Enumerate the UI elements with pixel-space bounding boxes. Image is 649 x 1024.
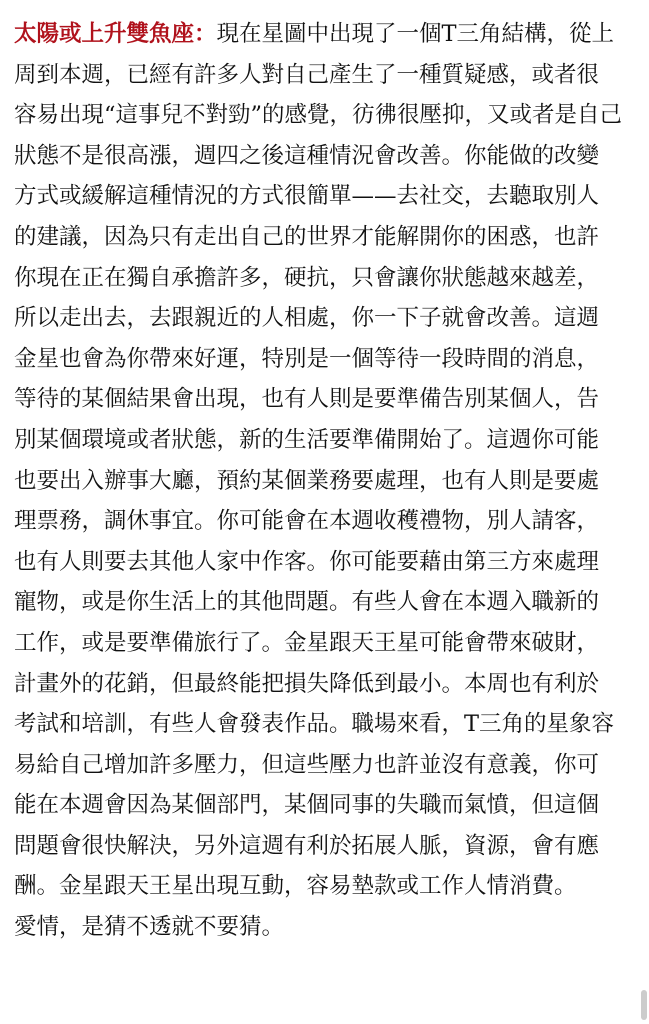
paragraph-line: 金星也會為你帶來好運，特別是一個等待一段時間的消息， — [14, 345, 600, 372]
main-paragraph — [14, 14, 638, 907]
love-line: 愛情，是猜不透就不要猜。 — [14, 914, 285, 941]
paragraph-line: 計畫外的花銷，但最終能把損失降低到最小。本周也有利於 — [14, 670, 600, 697]
paragraph-line: 方式或緩解這種情況的方式很簡單——去社交，去聽取別人 — [14, 183, 600, 210]
paragraph-line: 問題會很快解決，另外這週有利於拓展人脈，資源，會有應 — [14, 832, 600, 859]
sign-heading: 太陽或上升雙魚座： — [14, 21, 217, 47]
paragraph-line: 能在本週會因為某個部門，某個同事的失職而氣憤，但這個 — [14, 792, 600, 819]
paragraph-line: 所以走出去，去跟親近的人相處，你一下子就會改善。這週 — [14, 305, 600, 332]
horoscope-article — [14, 14, 638, 948]
paragraph-line: 也要出入辦事大廳，預約某個業務要處理，也有人則是要處 — [14, 467, 600, 494]
paragraph-line: 的建議，因為只有走出自己的世界才能解開你的困惑，也許 — [14, 223, 600, 250]
line-text: 現在星圖中出現了一個T三角結構，從上 — [216, 21, 615, 47]
paragraph-line: 理票務，調休事宜。你可能會在本週收穫禮物，別人請客， — [14, 508, 600, 535]
love-paragraph — [14, 907, 638, 948]
paragraph-line: 你現在正在獨自承擔許多，硬抗，只會讓你狀態越來越差， — [14, 264, 600, 291]
paragraph-line: 工作，或是要準備旅行了。金星跟天王星可能會帶來破財， — [14, 629, 600, 656]
paragraph-line: 易給自己增加許多壓力，但這些壓力也許並沒有意義，你可 — [14, 751, 600, 778]
paragraph-line: 狀態不是很高漲，週四之後這種情況會改善。你能做的改變 — [14, 142, 600, 169]
scrollbar[interactable] — [641, 990, 647, 1020]
paragraph-line: 等待的某個結果會出現，也有人則是要準備告別某個人，告 — [14, 386, 600, 413]
paragraph-line: 寵物，或是你生活上的其他問題。有些人會在本週入職新的 — [14, 589, 600, 616]
paragraph-line: 容易出現“這事兒不對勁”的感覺，彷彿很壓抑，又或者是自己 — [14, 102, 623, 129]
paragraph-line: 酬。金星跟天王星出現互動，容易墊款或工作人情消費。 — [14, 873, 577, 900]
paragraph-line: 別某個環境或者狀態，新的生活要準備開始了。這週你可能 — [14, 426, 600, 453]
paragraph-line: 也有人則要去其他人家中作客。你可能要藉由第三方來處理 — [14, 548, 600, 575]
paragraph-line: 考試和培訓，有些人會發表作品。職場來看，T三角的星象容 — [14, 711, 615, 738]
paragraph-line: 周到本週，已經有許多人對自己產生了一種質疑感，或者很 — [14, 61, 600, 88]
paragraph-line — [14, 14, 638, 55]
